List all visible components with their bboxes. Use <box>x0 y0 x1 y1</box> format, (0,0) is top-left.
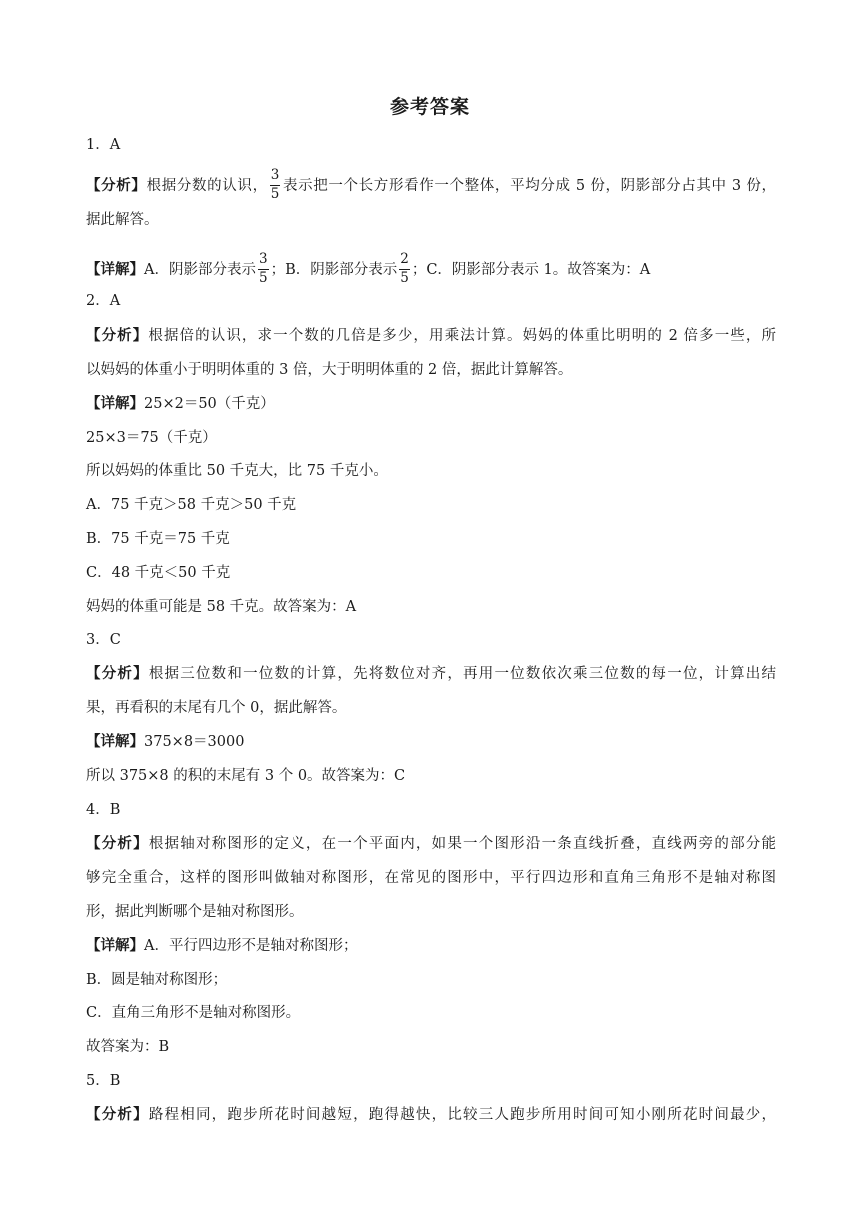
detail-tag: 【详解】 <box>86 396 144 412</box>
q2-option-a: A．75 千克＞58 千克＞50 千克 <box>86 497 297 513</box>
q1-fraction <box>270 169 281 201</box>
q1-detail-line <box>86 251 776 286</box>
q1-detail-text-b: ；B．阴影部分表示 <box>270 262 398 278</box>
q4-detail-line-2: B．圆是轴对称图形； <box>86 972 228 988</box>
q2-analysis-line-1 <box>86 326 776 346</box>
q4-conclusion: 故答案为：B <box>86 1039 170 1055</box>
q1-analysis-line-1 <box>86 167 777 202</box>
q4-analysis-line-2: 够完全重合，这样的图形叫做轴对称图形，在常见的图形中，平行四边形和直角三角形不是轴对称图 <box>86 870 776 886</box>
q1-analysis-line-2: 据此解答。 <box>86 212 159 228</box>
q2-conclusion: 妈妈的体重可能是 58 千克。故答案为：A <box>86 599 357 615</box>
fraction-numerator: 2 <box>399 253 410 270</box>
analysis-tag: 【分析】 <box>86 328 149 344</box>
q1-detail-text-a: A．阴影部分表示 <box>144 262 256 278</box>
q5-answer: 5．B <box>86 1073 121 1089</box>
q2-detail-line-1 <box>86 394 776 414</box>
fraction-denominator: 5 <box>400 269 409 286</box>
q1-detail-text-c: ；C．阴影部分表示 1。故答案为：A <box>411 262 651 278</box>
q2-detail-text: 25×2＝50（千克） <box>144 396 275 412</box>
q2-detail-line-3: 所以妈妈的体重比 50 千克大，比 75 千克小。 <box>86 463 388 479</box>
q1-fraction-b <box>399 253 410 285</box>
q1-fraction-a <box>258 253 269 285</box>
q2-analysis-line-2: 以妈妈的体重小于明明体重的 3 倍，大于明明体重的 2 倍，据此计算解答。 <box>86 362 573 378</box>
q3-detail-line-2: 所以 375×8 的积的末尾有 3 个 0。故答案为：C <box>86 768 406 784</box>
analysis-tag: 【分析】 <box>86 178 147 194</box>
q5-analysis-line-1 <box>86 1105 776 1125</box>
fraction-denominator: 5 <box>258 269 268 286</box>
analysis-tag: 【分析】 <box>86 836 149 852</box>
q3-analysis-text: 根据三位数和一位数的计算，先将数位对齐，再用一位数依次乘三位数的每一位，计算出结 <box>148 666 777 682</box>
analysis-tag: 【分析】 <box>86 1107 149 1123</box>
q4-analysis-line-1 <box>86 834 776 854</box>
page-title: 参考答案 <box>389 96 470 118</box>
q2-analysis-text: 根据倍的认识，求一个数的几倍是多少，用乘法计算。妈妈的体重比明明的 2 倍多一些，所 <box>148 328 776 344</box>
q4-answer: 4．B <box>86 802 121 818</box>
q4-detail-line-1 <box>86 936 776 956</box>
q1-analysis-text-b: 表示把一个长方形看作一个整体，平均分成 5 份，阴影部分占其中 3 份， <box>282 178 777 194</box>
q4-detail-text: A．平行四边形不是轴对称图形； <box>144 938 358 954</box>
q3-detail-line-1 <box>86 732 776 752</box>
q1-answer: 1．A <box>86 137 121 153</box>
fraction-numerator: 3 <box>270 169 281 186</box>
fraction-denominator: 5 <box>270 185 280 202</box>
q5-analysis-text: 路程相同，跑步所花时间越短，跑得越快，比较三人跑步所用时间可知小刚所花时间最少， <box>148 1107 777 1123</box>
detail-tag: 【详解】 <box>86 262 144 278</box>
detail-tag: 【详解】 <box>86 734 144 750</box>
fraction-numerator: 3 <box>258 253 269 270</box>
q2-option-b: B．75 千克＝75 千克 <box>86 531 230 547</box>
q3-detail-text: 375×8＝3000 <box>144 734 245 750</box>
q4-detail-line-3: C．直角三角形不是轴对称图形。 <box>86 1005 301 1021</box>
q3-analysis-line-2: 果，再看积的末尾有几个 0，据此解答。 <box>86 700 347 716</box>
q2-detail-line-2: 25×3＝75（千克） <box>86 430 217 446</box>
q3-analysis-line-1 <box>86 664 776 684</box>
q2-option-c: C．48 千克＜50 千克 <box>86 565 231 581</box>
q4-analysis-line-3: 形，据此判断哪个是轴对称图形。 <box>86 904 304 920</box>
analysis-tag: 【分析】 <box>86 666 149 682</box>
q2-answer: 2．A <box>86 293 121 309</box>
q4-analysis-text: 根据轴对称图形的定义，在一个平面内，如果一个图形沿一条直线折叠，直线两旁的部分能 <box>148 836 777 852</box>
q3-answer: 3．C <box>86 632 121 648</box>
q1-analysis-text-a: 根据分数的认识， <box>146 178 268 194</box>
detail-tag: 【详解】 <box>86 938 144 954</box>
